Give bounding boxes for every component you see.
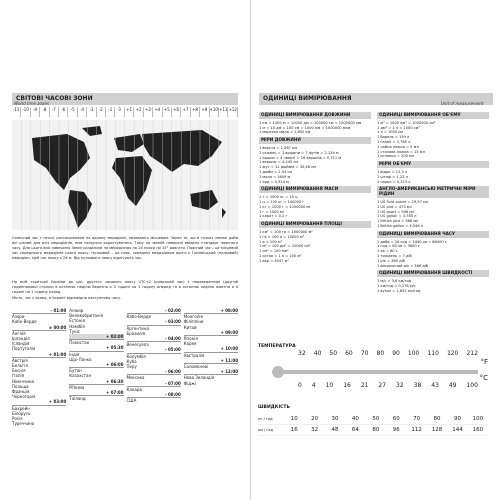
unit-line: 1 аршин = 4 чверті = 16 вершків = 0,711 м <box>259 155 342 160</box>
unit-line: 1 тиждень = 7 діб <box>377 253 412 258</box>
unit-line: 1 г = 1000 мг <box>259 209 285 214</box>
country-name: Туреччина <box>12 421 35 427</box>
unit-line: 1 дм³ = 1 л = 1000 см³ <box>377 125 420 130</box>
country-name: Німеччина <box>12 378 34 384</box>
unit-section-heading: ОДИНИЦІ ВИМІРЮВАННЯ МАСИ <box>259 186 371 193</box>
country-name: Туніс <box>69 328 80 334</box>
speed-value: 60 <box>392 416 400 422</box>
time-zone-label: -4 <box>78 107 87 117</box>
unit-section-heading: ОДИНИЦІ ВИМІРЮВАННЯ ПЛОЩІ <box>259 221 371 228</box>
fahrenheit-tick: 32 <box>298 350 306 357</box>
speed-value: 10 <box>290 416 298 422</box>
unit-line: 1 сотка = 1 а = 100 м² <box>259 253 302 258</box>
utc-offset: + 03:00 <box>12 399 66 405</box>
time-zone-label: -10 <box>21 107 30 117</box>
country-name: Азори <box>12 314 25 320</box>
south-america-shape <box>68 190 92 228</box>
fahrenheit-label: °F <box>480 358 488 366</box>
thermometer-tube <box>282 370 478 374</box>
unit-line: 1 км/год = 0,278 м/с <box>377 283 416 288</box>
time-zone-countries <box>12 308 238 426</box>
units-column-left <box>259 110 371 264</box>
unit-line: 1 фут = 12 дюймів = 30,48 см <box>259 165 316 170</box>
section-title-units: ОДИНИЦІ ВИМІРЮВАННЯ <box>259 93 493 105</box>
country-name: Бахрейн <box>12 405 30 411</box>
speed-value: 50 <box>372 416 380 422</box>
time-zone-label: -8 <box>40 107 49 117</box>
utc-offset: - 02:00 <box>127 308 181 314</box>
unit-line: 1 а = 100 м² <box>259 239 283 244</box>
country-name: Казахстан <box>69 373 92 379</box>
time-zone-label: +1 <box>125 107 134 117</box>
utc-offset: - 06:00 <box>127 369 181 375</box>
section-subtitle: World time zones <box>14 101 49 106</box>
utc-offset: + 09:00 <box>184 330 238 336</box>
unit-line: 1 US quart = 946 мл <box>377 209 415 214</box>
unit-line: 1 доба = 24 год = 1440 хв = 86400 с <box>377 239 447 244</box>
unit-line: 1 морська миля = 1,852 км <box>259 130 311 135</box>
australia-shape <box>190 190 218 210</box>
unit-line: 1 м/с = 3,6 км/год <box>377 279 412 284</box>
utc-offset: + 02:00 <box>69 334 123 340</box>
utc-offset: + 11:00 <box>184 358 238 364</box>
fahrenheit-tick: 100 <box>407 350 420 357</box>
time-zone-label: 0 <box>115 107 124 117</box>
europe-shape <box>114 134 144 152</box>
unit-line: 1 вузол = 1,852 км/год <box>377 288 421 293</box>
unit-line: 1 US pint = 473 мл <box>377 204 412 209</box>
fahrenheit-tick: 110 <box>427 350 439 357</box>
country-name: Індія <box>69 351 80 357</box>
unit-line: 1 хв = 60 с <box>377 249 398 254</box>
celsius-tick: 0 <box>298 382 302 389</box>
section-title: СВІТОВІ ЧАСОВІ ЗОНИ <box>12 93 238 105</box>
time-zone-column <box>12 308 66 426</box>
unit-line: 1 чайна ложка = 5 мл <box>377 144 419 149</box>
celsius-tick: 43 <box>431 382 439 389</box>
country-name: Алжир <box>69 308 84 313</box>
celsius-tick: 27 <box>378 382 387 389</box>
world-map <box>12 120 238 230</box>
country-name: Бельгія <box>12 363 28 369</box>
utc-offset: - 08:00 <box>127 392 181 398</box>
speed-value: 64 <box>351 427 359 433</box>
utc-offset: + 10:00 <box>184 346 238 352</box>
country-name: Куба <box>126 358 137 364</box>
unit-line: 1 м² = 100 дм² = 10000 см² <box>259 244 311 249</box>
utc-offset: + 06:30 <box>69 379 123 385</box>
unit-line: 1 високосний рік = 366 діб <box>377 263 429 268</box>
greenland-shape <box>82 126 102 136</box>
speed-label: ШВИДКІСТЬ <box>258 405 290 410</box>
country-name: Боснія <box>12 368 26 374</box>
unit-line: 1 склянка = 200 мл <box>377 154 415 159</box>
unit-line: 1 штоф = 1,23 л <box>377 174 408 179</box>
utc-offset: - 07:00 <box>127 381 181 387</box>
time-zone-label: -11 <box>12 107 21 117</box>
time-zone-label: +11 <box>219 107 228 117</box>
speed-value: 80 <box>433 416 441 422</box>
thermometer-panel <box>258 340 488 400</box>
country-name: Корея <box>183 341 197 347</box>
utc-offset: + 05:30 <box>69 345 123 351</box>
time-zone-label: +6 <box>172 107 181 117</box>
utc-offset: - 03:00 <box>127 319 181 325</box>
unit-line: 1 чарка = 0,123 л <box>377 179 411 184</box>
unit-line: 1 British gallon = 4,546 л <box>377 223 424 228</box>
speed-value: 32 <box>311 427 319 433</box>
unit-line: 1 верста = 1,067 км <box>259 145 297 150</box>
fahrenheit-tick: 50 <box>329 350 338 357</box>
time-zone-label: +8 <box>191 107 200 117</box>
time-zone-label: +5 <box>163 107 172 117</box>
speed-unit-label: mi / год <box>258 417 273 421</box>
time-zone-label: -1 <box>106 107 115 117</box>
utc-offset: + 07:00 <box>69 390 123 396</box>
country-name: Пакистан <box>69 340 90 346</box>
fahrenheit-tick: 90 <box>392 350 400 357</box>
country-name: Соломонові <box>183 364 208 370</box>
country-name: Венесуела <box>126 342 149 348</box>
unit-line: 1 м = 10 дм = 100 см = 1000 мм = 1000000 мкм <box>259 125 351 130</box>
country-name: Великобританія <box>69 313 103 319</box>
country-name: Кабо-Верде <box>126 314 152 320</box>
country-name: Шрі-Ланка <box>69 356 92 362</box>
country-name: М'янма <box>69 384 85 390</box>
time-zone-label: +7 <box>181 107 190 117</box>
unit-line: 1 British pint = 568 мл <box>377 219 419 224</box>
country-name: Австрія <box>12 357 28 363</box>
unit-line: 1 м³ = 1000 дм³ = 1000000 см³ <box>377 120 436 125</box>
country-name: Англія <box>12 330 26 336</box>
unit-section-heading: ОДИНИЦІ ВИМІРЮВАННЯ ЧАСУ <box>377 231 489 238</box>
country-name: Кабо-Верде <box>12 319 37 325</box>
unit-line: 1 л = 1000 мл <box>377 130 404 135</box>
country-name: Китай <box>183 324 197 330</box>
time-zone-label: -3 <box>87 107 96 117</box>
country-name: США <box>126 398 137 404</box>
time-zone-label: -2 <box>97 107 106 117</box>
unit-section-heading: АНГЛО-АМЕРИКАНСЬКІ МЕТРИЧНІ МІРИ РІДИН <box>377 186 489 198</box>
celsius-label: °C <box>479 374 488 382</box>
temperature-label: ТЕМПЕРАТУРА <box>258 344 296 349</box>
speed-value: 128 <box>431 427 443 433</box>
new-zealand-shape <box>222 208 226 218</box>
country-name: Австралія <box>183 352 205 358</box>
fahrenheit-scale <box>298 350 478 357</box>
celsius-scale <box>298 382 478 389</box>
celsius-tick: 10 <box>325 382 334 389</box>
country-name: Фіджі <box>183 380 196 386</box>
unit-line: 1 га = 100 а = 10000 м² <box>259 234 305 239</box>
utc-offset: + 06:00 <box>69 362 123 368</box>
utc-offset: + 12:00 <box>184 369 238 375</box>
country-name: Естонія <box>69 318 85 324</box>
unit-line: 1 дюйм = 2,54 см <box>259 169 293 174</box>
country-name: Таїланд <box>69 396 86 402</box>
section-subtitle-units: Unit of measurement <box>441 101 484 106</box>
speed-value: 160 <box>472 427 484 433</box>
fahrenheit-tick: 80 <box>376 350 385 357</box>
speed-panel <box>258 405 488 455</box>
country-name: Філіппіни <box>183 319 204 325</box>
country-name: Японія <box>183 336 198 342</box>
unit-line: 1 рік = 365 діб <box>377 258 405 263</box>
country-name: Франція <box>12 389 30 395</box>
unit-line: 1 US fluid ounce = 29,57 мл <box>377 199 429 204</box>
unit-line: 1 US gallon = 3,785 л <box>377 214 417 219</box>
utc-offset: - 04:00 <box>127 336 181 342</box>
unit-line: 1 галон = 3,785 л <box>377 139 411 144</box>
speed-value: 100 <box>472 416 484 422</box>
utc-offset: + 01:00 <box>12 352 66 358</box>
speed-value: 144 <box>452 427 463 433</box>
time-zone-label: +10 <box>210 107 219 117</box>
country-name: Італія <box>12 373 25 379</box>
unit-line: 1 відро = 12,3 л <box>377 169 408 174</box>
time-zone-label: -5 <box>68 107 77 117</box>
unit-section-heading: ОДИНИЦІ ВИМІРЮВАННЯ ШВИДКОСТІ <box>377 270 489 277</box>
time-zone-label: +4 <box>153 107 162 117</box>
country-name: Перу <box>126 364 137 370</box>
time-zone-column <box>184 308 238 426</box>
speed-value: 48 <box>331 427 339 433</box>
fahrenheit-tick: 212 <box>466 350 478 357</box>
speed-kmh-row <box>258 425 488 436</box>
fahrenheit-tick: 120 <box>446 350 459 357</box>
speed-value: 20 <box>311 416 319 422</box>
utc-offset: - 01:00 <box>12 308 66 314</box>
unit-line: 1 ярд = 0,914 м <box>259 179 289 184</box>
time-zone-label: +3 <box>144 107 153 117</box>
celsius-tick: 21 <box>360 382 369 389</box>
fahrenheit-tick: 70 <box>360 350 369 357</box>
units-column-right <box>377 110 489 294</box>
celsius-tick: 100 <box>466 382 478 389</box>
unit-section-heading: ОДИНИЦІ ВИМІРЮВАННЯ ДОВЖИНИ <box>259 112 371 119</box>
unit-line: 1 год = 60 хв = 3600 с <box>377 244 420 249</box>
unit-line: 1 сажень = 3 аршини = 7 футів = 2,134 м <box>259 150 339 155</box>
utc-offset: - 05:00 <box>127 347 181 353</box>
country-name: Ірландія <box>12 336 30 342</box>
utc-offset: + 08:00 <box>184 308 238 314</box>
speed-value: 90 <box>453 416 461 422</box>
unit-line: 1 км = 1000 м = 10000 дм = 100000 см = 1000000 мм <box>259 120 362 125</box>
fahrenheit-tick: 40 <box>313 350 322 357</box>
country-name: Бразилія <box>126 330 146 336</box>
unit-line: 1 акр = 4047 м² <box>259 258 289 263</box>
country-name: Канада <box>126 386 143 392</box>
unit-section-heading: ОДИНИЦІ ВИМІРЮВАННЯ ОБ'ЄМУ <box>377 112 489 119</box>
unit-line: 1 карат = 0,2 г <box>259 214 288 219</box>
celsius-tick: 4 <box>311 382 316 389</box>
north-america-shape <box>32 134 90 190</box>
time-zone-label: -9 <box>31 107 40 117</box>
country-name: Росія <box>12 416 23 422</box>
time-zone-label: +9 <box>200 107 209 117</box>
unit-section-heading: МІРИ ДОВЖИНИ <box>259 137 371 144</box>
unit-line: 1 т = 1000 кг = 10 ц <box>259 195 298 200</box>
celsius-tick: 32 <box>396 382 404 389</box>
country-name: Бутан <box>69 368 82 374</box>
time-zone-label: -7 <box>50 107 59 117</box>
country-name: Ісландія <box>12 341 30 347</box>
country-name: Португалія <box>12 346 36 352</box>
time-zone-label: +2 <box>134 107 143 117</box>
unit-line: 1 ц = 100 кг = 100000 г <box>259 199 305 204</box>
country-name: Аргентина <box>126 325 149 331</box>
speed-unit-label: км / год <box>258 428 273 432</box>
celsius-tick: 16 <box>343 382 351 389</box>
time-zone-label: +12 <box>228 107 237 117</box>
country-name: Нова Зеландія <box>183 375 215 381</box>
country-name: Чорногорія <box>12 394 36 400</box>
paragraph-cities: Місто, час у якому, в Україні відповідно наступному часу. <box>12 296 122 300</box>
celsius-tick: 38 <box>413 382 422 389</box>
time-zone-label: -6 <box>59 107 68 117</box>
unit-line: 1 барель = 159 л <box>377 135 410 140</box>
speed-value: 80 <box>372 427 380 433</box>
africa-shape <box>112 156 152 206</box>
unit-line: 1 км² = 100 га = 1000000 м² <box>259 229 313 234</box>
paragraph-time-zones: Сонячний час з точки, розташованою на одному меридіані, називають місцевим. Через те, що в точках земної доби він різний для всіх меридіанів, ним незручно користуватися. Тому на земній поверхні ввідено стандарт поясного часу. Для цього всю поверхню Землі розділили по меридіанах на 24 пояси по 15° довготи. Поясний час – це місцевий час середнього меридіана цього поясу. Нульовий – це пояс, середнім меридіаном якого є Гринвіцький (нульовий) меридіан. Цей час поясу є 24-м. Від нульового поясу відлічують час. <box>12 236 238 260</box>
unit-line: 1 столова ложка = 15 мл <box>377 149 425 154</box>
unit-line: 1 вершок = 4,445 см <box>259 160 299 165</box>
fahrenheit-tick: 60 <box>345 350 353 357</box>
time-zone-header <box>12 107 238 117</box>
country-name: Монголія <box>183 314 203 320</box>
unit-line: 1 миля = 1609 м <box>259 174 291 179</box>
speed-value: 112 <box>411 427 422 433</box>
asia-shape <box>142 130 222 172</box>
country-name: Польща <box>12 383 29 389</box>
country-name: Намібія <box>69 323 85 329</box>
country-name: Колумбія <box>126 353 146 359</box>
speed-value: 16 <box>290 427 298 433</box>
utc-offset: ± 00:00 <box>12 325 66 331</box>
unit-line: 1 кг = 1000 г = 1000000 мг <box>259 204 312 209</box>
time-zone-column <box>69 308 123 426</box>
country-name: Мексика <box>126 375 145 381</box>
time-zone-column <box>127 308 181 426</box>
country-name: Білорусь <box>12 410 31 416</box>
paragraph-ukraine-time: На всій території України до цієї, другого часового поясу UTC+2 (київський час) з переведенням (другий годинникової стрілки в останню неділю березня о 3 годині на 1 годину вперед та в останню неділю жовтня о 4 годині на 1 годину назад. <box>12 280 238 294</box>
speed-value: 30 <box>331 416 339 422</box>
celsius-tick: 49 <box>448 382 457 389</box>
speed-value: 70 <box>413 416 421 422</box>
speed-mph-row <box>258 414 488 425</box>
speed-value: 40 <box>351 416 359 422</box>
speed-value: 96 <box>392 427 400 433</box>
unit-line: 1 см² = 100 мм² <box>259 249 289 254</box>
unit-section-heading: МІРИ ОБ'ЄМУ <box>377 161 489 168</box>
